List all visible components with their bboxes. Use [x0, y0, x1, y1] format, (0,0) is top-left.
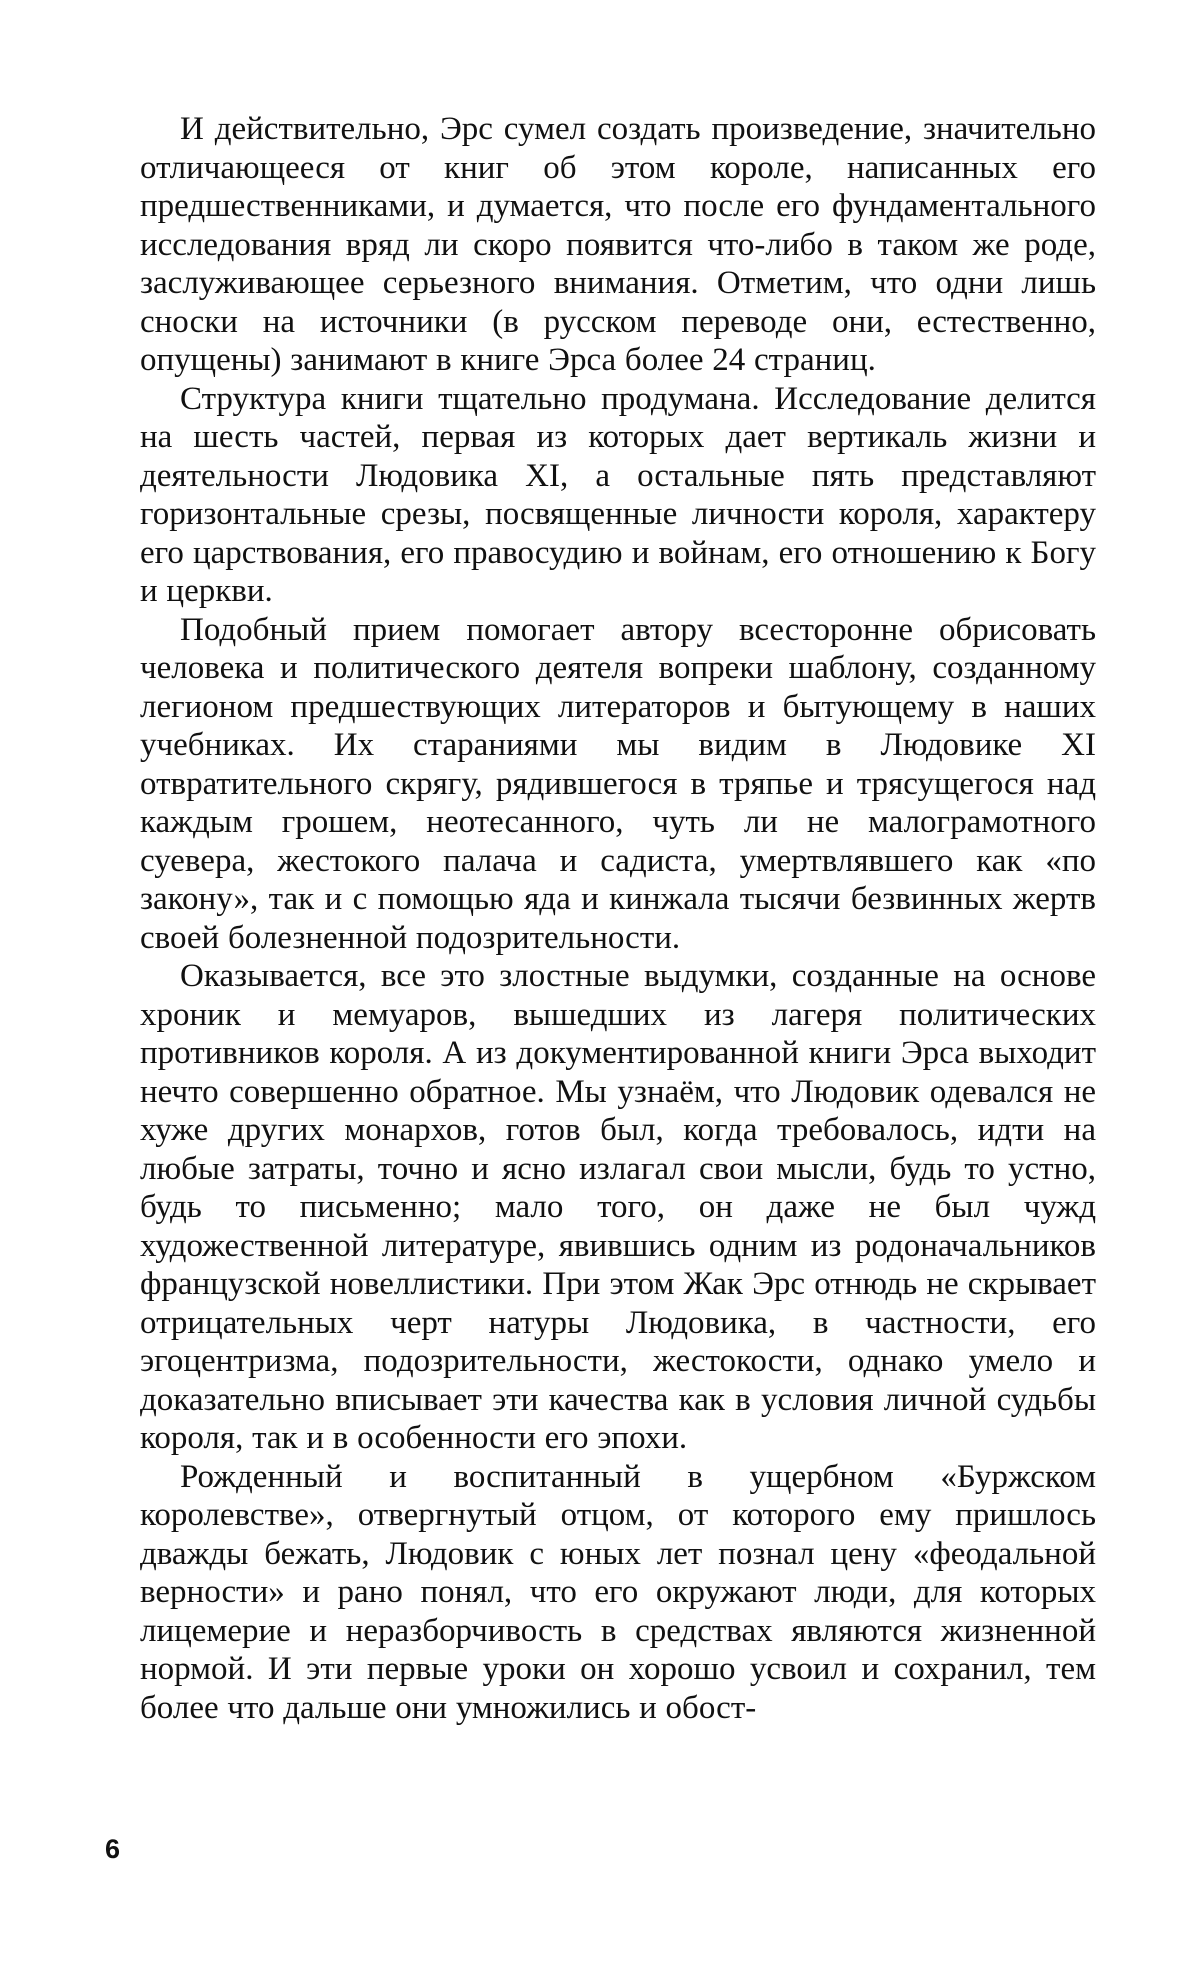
paragraph-1: И действительно, Эрс сумел создать произведение, значительно отличающееся от книг об этом короле, написанных его предшественниками, и думается, что после его фундаментального исследования вряд ли скоро появится что-либо в таком же роде, заслуживающее серьезного внимания. Отметим, что одни лишь сноски на источники (в русском переводе они, естественно, опущены) занимают в книге Эрса более 24 страниц. — [140, 111, 1096, 378]
paragraph-5: Рожденный и воспитанный в ущербном «Буржском королевстве», отвергнутый отцом, от которого ему пришлось дважды бежать, Людовик с юных лет познал цену «феодальной верности» и рано понял, что его окружают люди, для которых лицемерие и неразборчивость в средствах являются жизненной нормой. И эти первые уроки он хорошо усвоил и сохранил, тем более что дальше они умножились и обост- — [140, 1458, 1096, 1726]
paragraph-3: Подобный прием помогает автору всесторонне обрисовать человека и политического деятеля вопреки шаблону, созданному легионом предшествующих литераторов и бытующему в наших учебниках. Их стараниями мы видим в Людовике XI отвратительного скрягу, рядившегося в тряпье и трясущегося над каждым грошем, неотесанного, чуть ли не малограмотного суевера, жестокого палача и садиста, умертвлявшего как «по закону», так и с помощью яда и кинжала тысячи безвинных жертв своей болезненной подозрительности. — [140, 611, 1096, 956]
page-number: 6 — [105, 1834, 121, 1864]
body-text — [140, 110, 1096, 1727]
paragraph-2: Структура книги тщательно продумана. Исследование делится на шесть частей, первая из которых дает вертикаль жизни и деятельности Людовика XI, а остальные пять представляют горизонтальные срезы, посвященные личности короля, характеру его царствования, его правосудию и войнам, его отношению к Богу и церкви. — [140, 380, 1096, 609]
paragraph-4: Оказывается, все это злостные выдумки, созданные на основе хроник и мемуаров, вышедших из лагеря политических противников короля. А из документированной книги Эрса выходит нечто совершенно обратное. Мы узнаём, что Людовик одевался не хуже других монархов, готов был, когда требовалось, идти на любые затраты, точно и ясно излагал свои мысли, будь то устно, будь то письменно; мало того, он даже не был чужд художественной литературе, явившись одним из родоначальников французской новеллистики. При этом Жак Эрс отнюдь не скрывает отрицательных черт натуры Людовика, в частности, его эгоцентризма, подозрительности, жестокости, однако умело и доказательно вписывает эти качества как в условия личной судьбы короля, так и в особенности его эпохи. — [140, 958, 1096, 1456]
